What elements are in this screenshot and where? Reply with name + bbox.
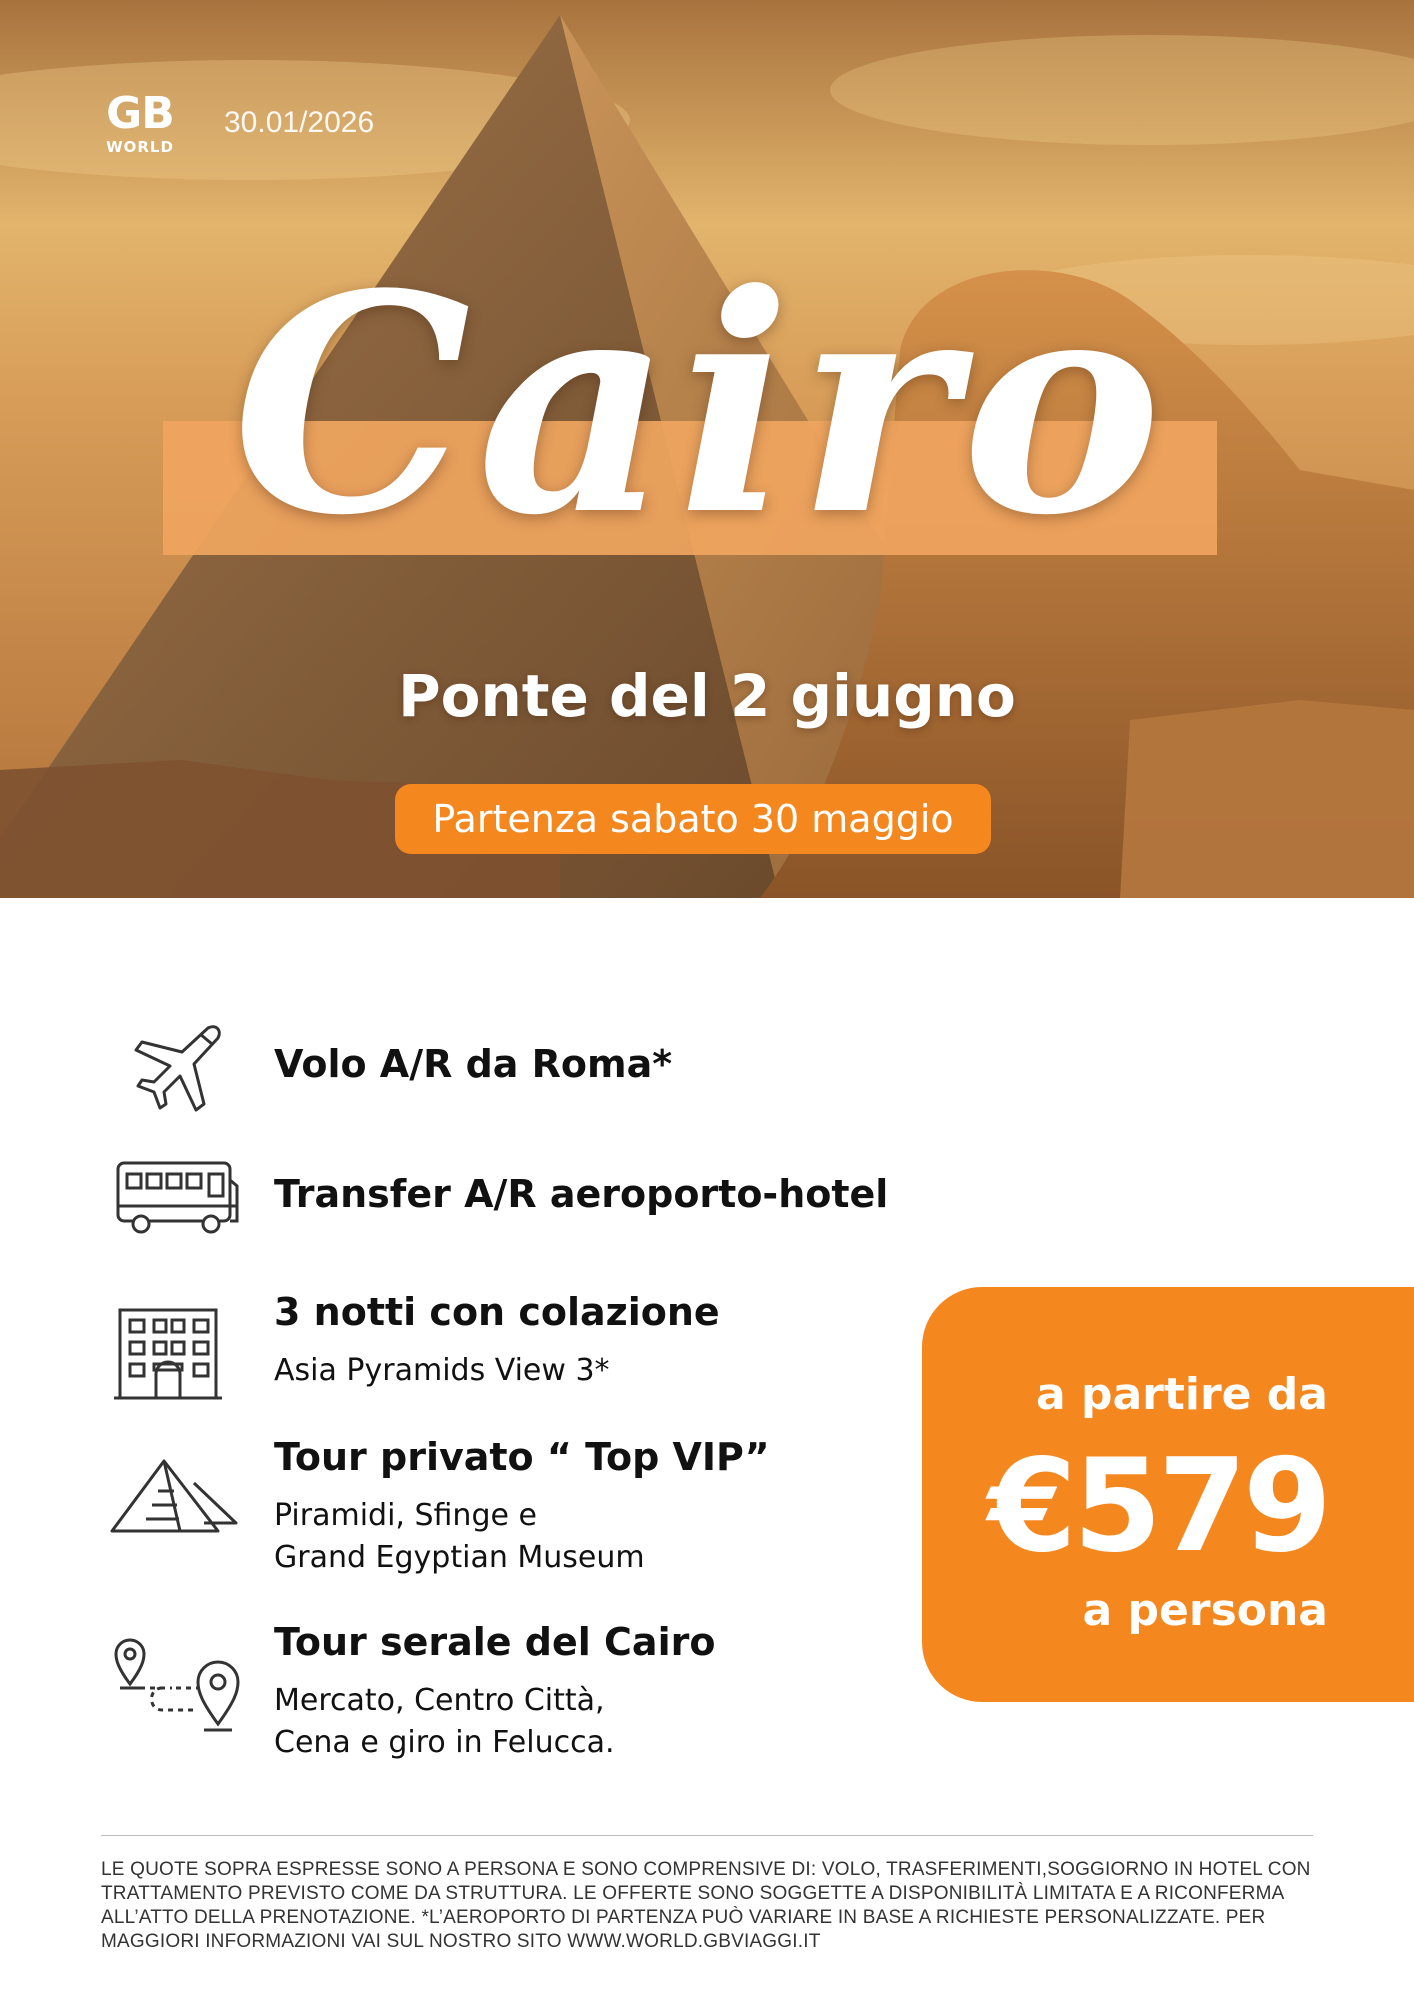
hero-banner xyxy=(0,0,1414,898)
price-amount: €579 xyxy=(987,1432,1328,1581)
footer-divider xyxy=(101,1835,1313,1836)
feature-flight xyxy=(0,1010,900,1130)
feature-description: Asia Pyramids View 3* xyxy=(274,1353,610,1388)
feature-night-tour xyxy=(0,1620,900,1780)
feature-description: Grand Egyptian Museum xyxy=(274,1540,645,1575)
logo-mark: GB xyxy=(106,88,174,139)
feature-title: Tour privato “ Top VIP” xyxy=(274,1435,770,1479)
feature-title: Transfer A/R aeroporto-hotel xyxy=(274,1172,889,1216)
price-box[interactable] xyxy=(922,1287,1414,1702)
feature-title: Tour serale del Cairo xyxy=(274,1620,716,1664)
feature-vip-tour xyxy=(0,1435,900,1585)
feature-description: Mercato, Centro Città, xyxy=(274,1683,605,1718)
feature-title: 3 notti con colazione xyxy=(274,1290,720,1334)
pyramids-icon xyxy=(108,1457,238,1537)
route-icon xyxy=(112,1636,244,1746)
disclaimer-text: LE QUOTE SOPRA ESPRESSE SONO A PERSONA E SONO COMPRENSIVE DI: VOLO, TRASFERIMENTI,SOGGIORNO IN HOTEL CON TRATTAMENTO PREVISTO COME DA STRUTTURA. LE OFFERTE SONO SOGGETTE A DISPONIBILITÀ LIMITATA E A RICONFERMA ALL’ATTO DELLA PRENOTAZIONE. *L’AEROPORTO DI PARTENZA PUÒ VARIARE IN BASE A RICHIESTE PERSONALIZZATE. PER MAGGIORI INFORMAZIONI VAI SUL NOSTRO SITO WWW.WORLD.GBVIAGGI.IT xyxy=(101,1859,1311,1952)
logo-subtext: WORLD xyxy=(106,138,174,156)
brand-logo[interactable] xyxy=(98,88,182,156)
feature-description: Cena e giro in Felucca. xyxy=(274,1725,615,1760)
departure-badge: Partenza sabato 30 maggio xyxy=(395,784,991,854)
bus-icon xyxy=(115,1160,241,1236)
feature-hotel xyxy=(0,1290,900,1420)
hotel-icon xyxy=(112,1302,224,1402)
feature-transfer xyxy=(0,1150,900,1260)
price-from-label: a partire da xyxy=(1035,1369,1328,1420)
feature-title: Volo A/R da Roma* xyxy=(274,1042,673,1086)
hero-subtitle: Ponte del 2 giugno xyxy=(398,662,1016,730)
destination-title: Cairo xyxy=(232,228,1168,581)
price-per-person-label: a persona xyxy=(1082,1585,1328,1636)
airplane-icon xyxy=(130,1020,226,1116)
publication-date: 30.01/2026 xyxy=(224,106,375,139)
feature-description: Piramidi, Sfinge e xyxy=(274,1498,537,1533)
